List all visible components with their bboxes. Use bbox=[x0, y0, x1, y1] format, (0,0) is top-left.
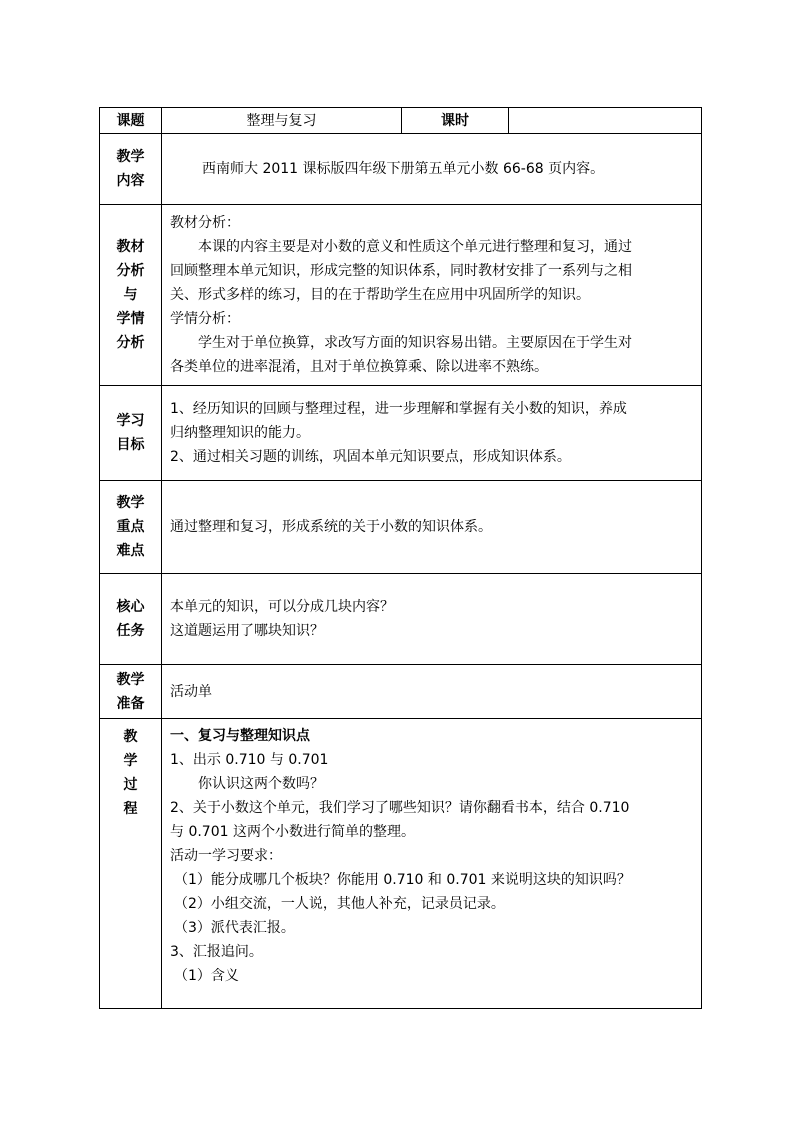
process-row bbox=[100, 719, 702, 1009]
period-label: 课时 bbox=[402, 108, 509, 134]
preparation-row bbox=[100, 665, 702, 719]
process-text-cell bbox=[162, 719, 702, 1009]
goals-text-cell bbox=[162, 386, 702, 481]
analysis-line: 教材分析： bbox=[170, 215, 240, 231]
process-line: 1、出示 0.710 与 0.701 bbox=[170, 752, 329, 768]
key-points-row bbox=[100, 481, 702, 574]
analysis-line: 各类单位的进率混淆，且对于单位换算乘、除以进率不熟练。 bbox=[170, 359, 548, 375]
goals-line: 归纳整理知识的能力。 bbox=[170, 425, 310, 441]
process-line: （3）派代表汇报。 bbox=[174, 920, 295, 936]
key-points-text-cell bbox=[162, 481, 702, 574]
content-row bbox=[100, 134, 702, 205]
topic-value: 整理与复习 bbox=[162, 108, 402, 134]
lesson-plan-table bbox=[99, 107, 702, 1009]
analysis-line: 本课的内容主要是对小数的意义和性质这个单元进行整理和复习，通过 bbox=[198, 239, 632, 255]
header-row bbox=[100, 108, 702, 134]
key-points-text: 通过整理和复习，形成系统的关于小数的知识体系。 bbox=[170, 519, 492, 535]
goals-row bbox=[100, 386, 702, 481]
analysis-row bbox=[100, 205, 702, 386]
analysis-line: 学情分析： bbox=[170, 311, 240, 327]
topic-label: 课题 bbox=[100, 108, 162, 134]
analysis-line: 关、形式多样的练习，目的在于帮助学生在应用中巩固所学的知识。 bbox=[170, 287, 590, 303]
process-line: 你认识这两个数吗？ bbox=[198, 776, 324, 792]
goals-label: 学习 目标 bbox=[100, 386, 162, 481]
process-line: 与 0.701 这两个小数进行简单的整理。 bbox=[170, 824, 415, 840]
content-text: 西南师大 2011 课标版四年级下册第五单元小数 66-68 页内容。 bbox=[202, 161, 605, 177]
process-line: （1）能分成哪几个板块？你能用 0.710 和 0.701 来说明这块的知识吗？ bbox=[174, 872, 631, 888]
period-value bbox=[509, 108, 702, 134]
core-task-line: 这道题运用了哪块知识？ bbox=[170, 623, 324, 639]
key-points-label: 教学 重点 难点 bbox=[100, 481, 162, 574]
process-line: 2、关于小数这个单元，我们学习了哪些知识？请你翻看书本，结合 0.710 bbox=[170, 800, 630, 816]
goals-line: 1、经历知识的回顾与整理过程，进一步理解和掌握有关小数的知识，养成 bbox=[170, 401, 627, 417]
process-line: （1）含义 bbox=[174, 968, 239, 984]
preparation-text: 活动单 bbox=[170, 683, 212, 700]
process-line: 活动一学习要求： bbox=[170, 848, 282, 864]
analysis-text-cell bbox=[162, 205, 702, 386]
analysis-line: 回顾整理本单元知识，形成完整的知识体系，同时教材安排了一系列与之相 bbox=[170, 263, 632, 279]
core-task-line: 本单元的知识，可以分成几块内容？ bbox=[170, 599, 394, 615]
core-task-text-cell bbox=[162, 574, 702, 665]
content-text-cell bbox=[162, 134, 702, 205]
core-task-row bbox=[100, 574, 702, 665]
preparation-label: 教学 准备 bbox=[100, 665, 162, 719]
goals-line: 2、通过相关习题的训练，巩固本单元知识要点，形成知识体系。 bbox=[170, 449, 571, 465]
analysis-label: 教材 分析 与 学情 分析 bbox=[100, 205, 162, 386]
process-label: 教 学 过 程 bbox=[100, 719, 162, 1009]
analysis-line: 学生对于单位换算，求改写方面的知识容易出错。主要原因在于学生对 bbox=[198, 335, 632, 351]
preparation-text-cell bbox=[162, 665, 702, 719]
core-task-label: 核心 任务 bbox=[100, 574, 162, 665]
process-line: （2）小组交流，一人说，其他人补充，记录员记录。 bbox=[174, 896, 505, 912]
process-line: 3、汇报追问。 bbox=[170, 944, 263, 960]
content-label: 教学 内容 bbox=[100, 134, 162, 205]
process-heading: 一、复习与整理知识点 bbox=[170, 728, 310, 744]
